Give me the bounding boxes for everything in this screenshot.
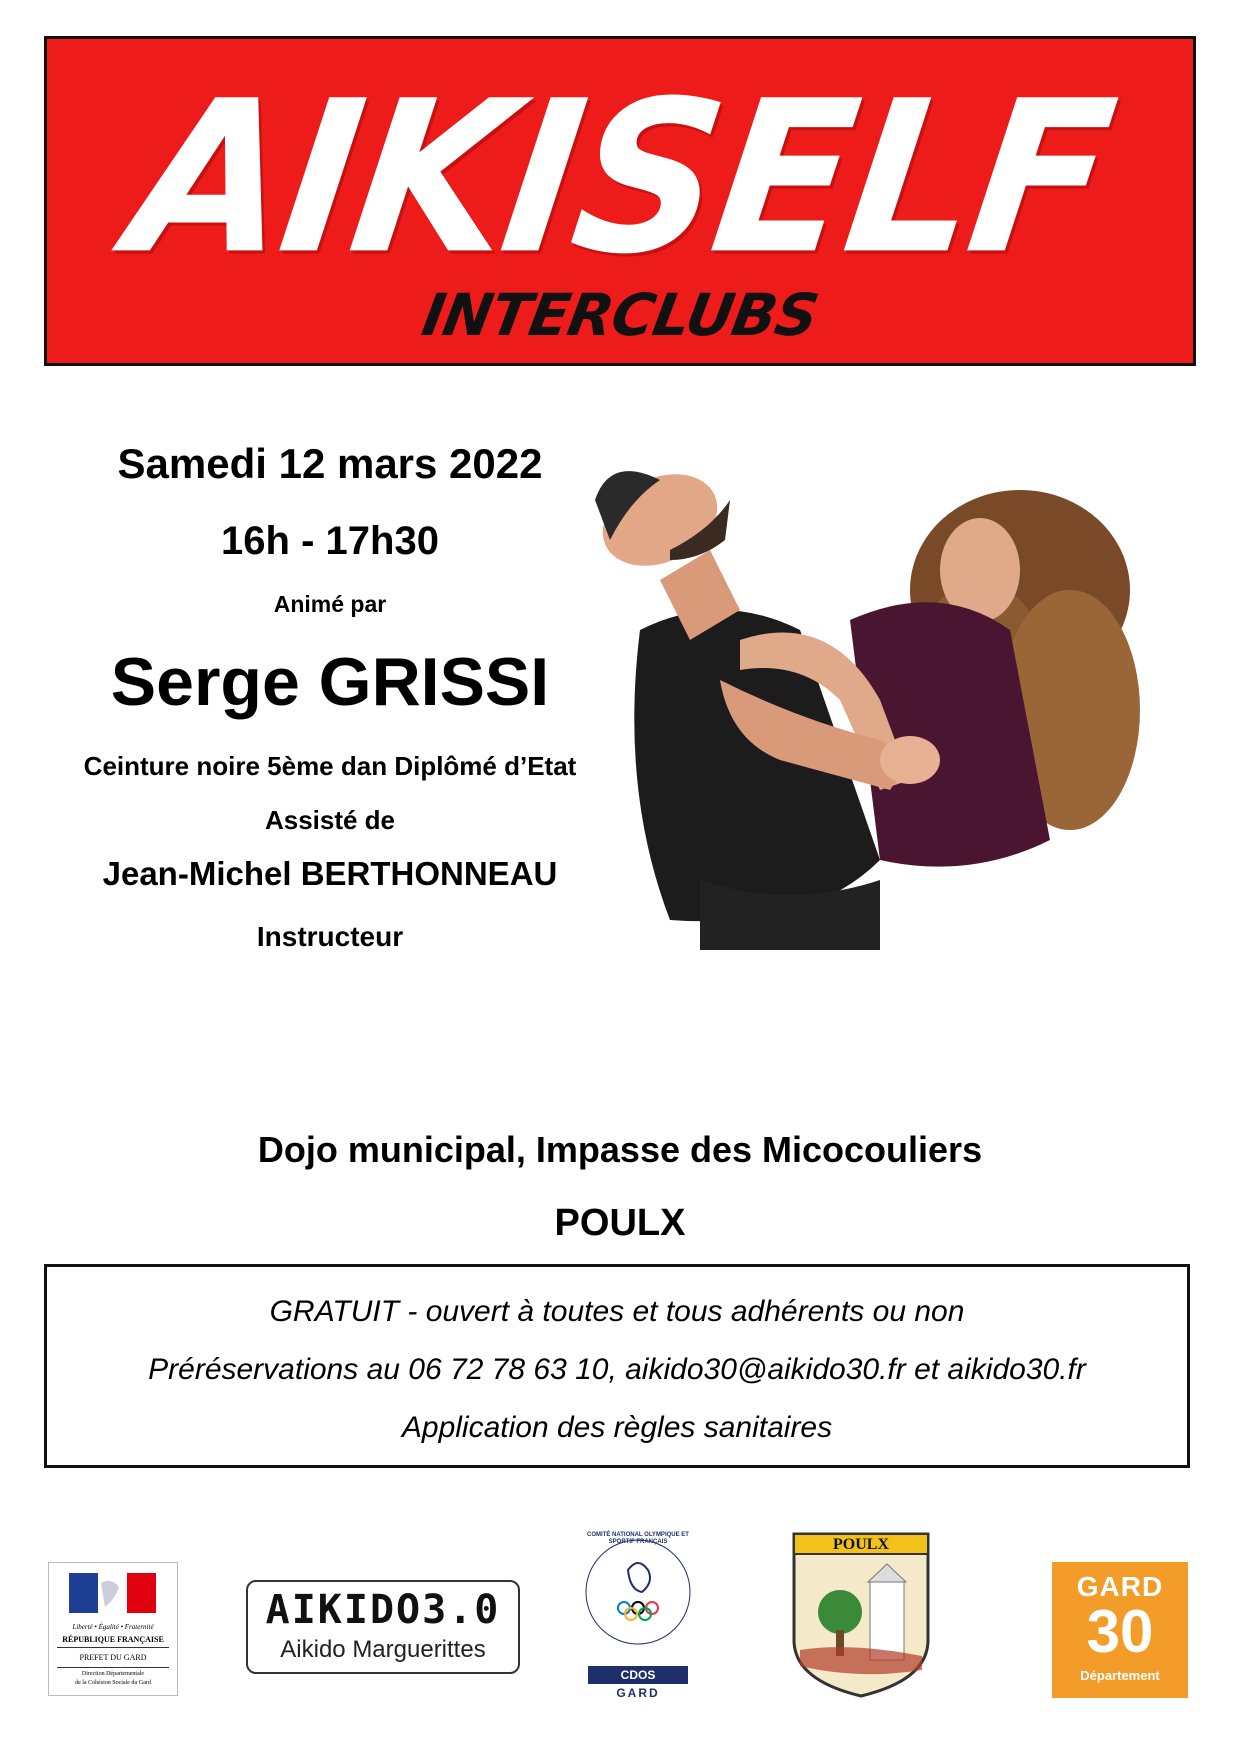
cdos-region: GARD — [616, 1686, 660, 1700]
aikido-club-name: Aikido Marguerittes — [280, 1636, 486, 1663]
poulx-coat-of-arms — [790, 1530, 932, 1700]
event-date: Samedi 12 mars 2022 — [117, 440, 543, 487]
instructor-rank: Ceinture noire 5ème dan Diplômé d’Etat — [83, 751, 577, 781]
assisted-by-label: Assisté de — [264, 805, 396, 835]
gard-departement-logo — [1052, 1562, 1188, 1698]
cdos-badge: CDOS — [588, 1666, 688, 1684]
rf-direction-2: de la Cohésion Sociale du Gard — [75, 1680, 151, 1686]
rf-divider — [57, 1667, 169, 1668]
gard-number: 30 — [1086, 1598, 1154, 1665]
animated-by-label: Animé par — [273, 591, 387, 617]
cnosf-ring-text: COMITÉ NATIONAL OLYMPIQUE ET SPORTIF FRANÇAIS — [587, 1532, 689, 1545]
title-banner — [44, 36, 1196, 366]
aikido-brand: AIKIDO3.0 — [265, 1587, 501, 1633]
reservations-line: Préréservations au 06 72 78 63 10, aikido30@aikido30.fr et aikido30.fr — [148, 1353, 1086, 1386]
self-defense-photo — [550, 460, 1210, 950]
instructor-name: Serge GRISSI — [110, 644, 550, 720]
rf-motto: Liberté • Égalité • Fraternité — [72, 1623, 154, 1631]
event-time: 16h - 17h30 — [221, 519, 439, 563]
venue-address: Dojo municipal, Impasse des Micocouliers — [257, 1129, 983, 1170]
banner-title: AIKISELF — [117, 56, 1123, 301]
free-entry-line: GRATUIT - ouvert à toutes et tous adhérents ou non — [269, 1295, 965, 1328]
rf-divider — [57, 1647, 169, 1648]
gard-name: GARD — [1076, 1571, 1164, 1602]
rf-republic: RÉPUBLIQUE FRANÇAISE — [62, 1635, 164, 1644]
sanitary-rules-line: Application des règles sanitaires — [401, 1411, 833, 1444]
venue-town: POULX — [554, 1202, 686, 1244]
banner-subtitle: INTERCLUBS — [417, 281, 823, 349]
rf-direction-1: Direction Départementale — [81, 1671, 145, 1677]
marianne-icon — [49, 1567, 177, 1621]
shield-icon — [790, 1530, 932, 1700]
rf-prefecture: PREFET DU GARD — [79, 1653, 147, 1662]
aikido-marguerittes-logo — [246, 1580, 520, 1674]
olympic-rooster-icon — [580, 1530, 696, 1660]
poulx-name: POULX — [833, 1536, 889, 1553]
gard-label: Département — [1080, 1668, 1160, 1683]
assistant-role: Instructeur — [256, 921, 404, 952]
republique-francaise-logo — [48, 1562, 178, 1696]
cdos-gard-logo — [580, 1530, 696, 1700]
info-box — [44, 1264, 1190, 1468]
assistant-name: Jean-Michel BERTHONNEAU — [102, 855, 558, 892]
